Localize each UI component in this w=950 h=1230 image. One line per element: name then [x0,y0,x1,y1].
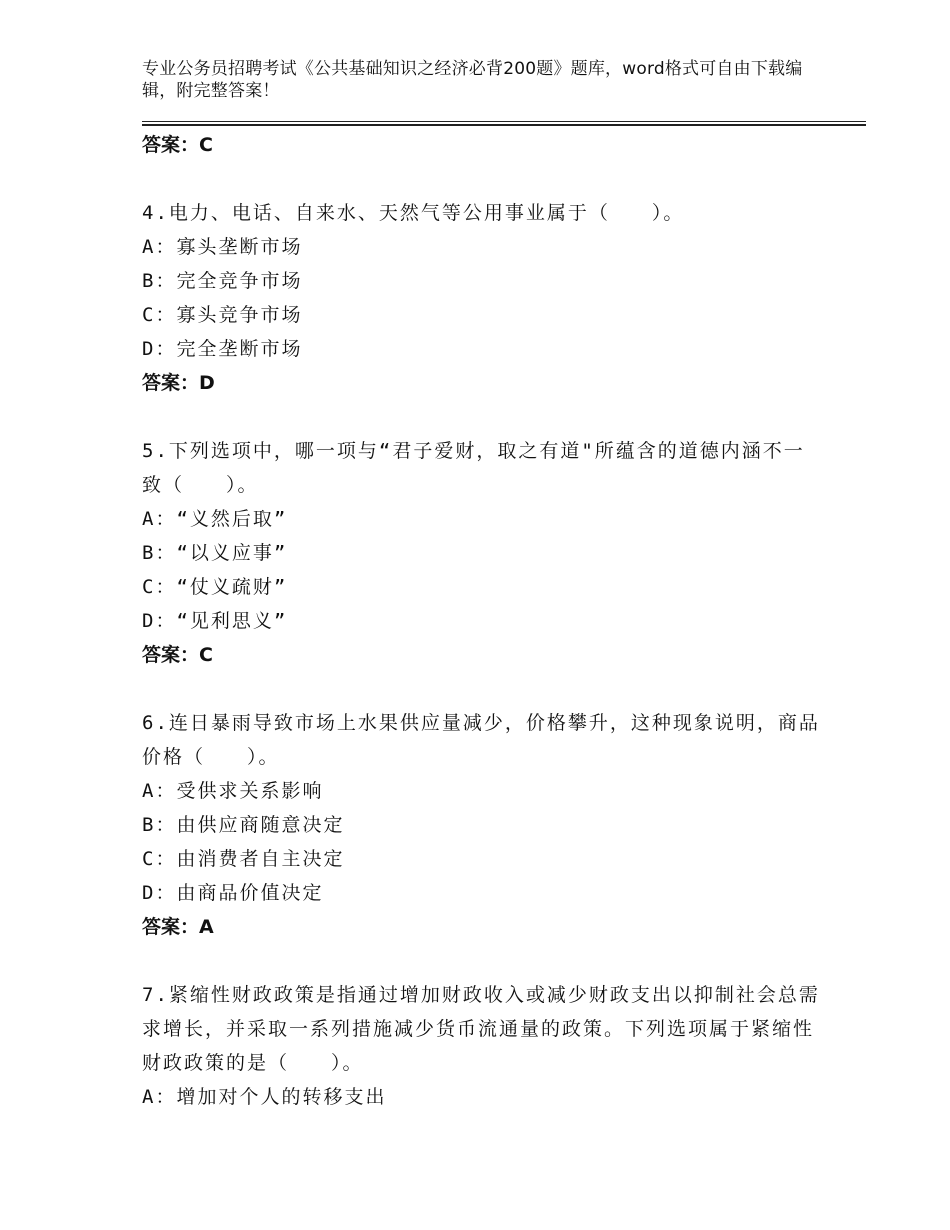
question-content [142,128,822,1114]
answer-line: 答案：C [142,644,213,666]
question-stem: 4.电力、电话、自来水、天然气等公用事业属于（ ）。 [142,202,685,224]
option-b: B：完全竞争市场 [142,270,303,292]
question-stem: 7.紧缩性财政政策是指通过增加财政收入或减少财政支出以抑制社会总需求增长，并采取一系列措施减少货币流通量的政策。下列选项属于紧缩性财政政策的是（ ）。 [142,984,820,1074]
option-d: D：完全垄断市场 [142,338,303,360]
answer-line: 答案：A [142,916,214,938]
answer-line: 答案：C [142,134,213,156]
option-d: D：“见利思义” [142,610,288,632]
answer-line: 答案：D [142,372,215,394]
option-a: A：寡头垄断市场 [142,236,303,258]
option-c: C：“仗义疏财” [142,576,288,598]
option-a: A：受供求关系影响 [142,780,324,802]
option-c: C：由消费者自主决定 [142,848,345,870]
question-4 [142,196,822,400]
question-7 [142,978,822,1114]
question-5 [142,434,822,672]
document-header: 专业公务员招聘考试《公共基础知识之经济必背200题》题库，word格式可自由下载编辑，附完整答案！ [142,59,803,101]
option-c: C：寡头竞争市场 [142,304,303,326]
option-d: D：由商品价值决定 [142,882,324,904]
question-6 [142,706,822,944]
option-a: A：“义然后取” [142,508,288,530]
option-b: B：“以义应事” [142,542,288,564]
header-divider [142,121,866,126]
question-stem: 6.连日暴雨导致市场上水果供应量减少，价格攀升，这种现象说明，商品价格（ ）。 [142,712,820,768]
option-a: A：增加对个人的转移支出 [142,1086,387,1108]
question-stem: 5.下列选项中，哪一项与“君子爱财，取之有道"所蕴含的道德内涵不一致（ ）。 [142,440,805,496]
option-b: B：由供应商随意决定 [142,814,345,836]
